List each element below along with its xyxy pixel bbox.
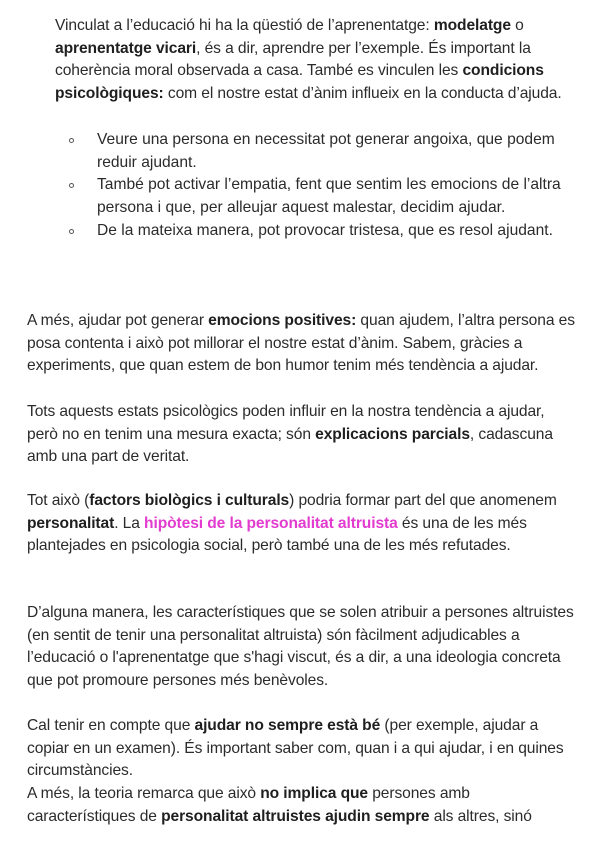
highlighted-term: hipòtesi de la personalitat altruista — [144, 514, 398, 532]
term-emocions-positives: emocions positives: — [208, 312, 357, 329]
term-personalitat: personalitat — [27, 514, 115, 532]
paragraph-positive-emotions: A més, ajudar pot generar emocions positives: quan ajudem, l’altra persona es posa contenta i això pot millorar el nostre estat d’ànim. Sabem, gràcies a experiments, que quan estem de bon humor tenim més tendència a ajudar. — [27, 312, 575, 375]
term-factors: factors biològics i culturals — [89, 492, 290, 509]
hollow-bullet-icon — [69, 138, 74, 143]
paragraph-personality: Tot això (factors biològics i culturals) podria formar part del que anomenem personalitat. La hipòtesi de la personalitat altruista és una de les més plantejades en psicologia social, però també una de les més refutades. — [27, 492, 557, 555]
term-condicions-psicologiques: condicions psicològiques: — [55, 62, 544, 103]
hollow-bullet-icon — [69, 229, 74, 234]
bullet-list — [55, 129, 580, 243]
list-item: De la mateixa manera, pot provocar tristesa, que es resol ajudant. — [55, 220, 580, 243]
paragraph-theory-remark: A més, la teoria remarca que això no implica que persones amb característiques de personalitat altruistes ajudin sempre als altres, sinó — [27, 785, 532, 825]
list-item: Veure una persona en necessitat pot generar angoixa, que podem reduir ajudant. — [55, 129, 580, 174]
paragraph-helping-not-always-good: Cal tenir en compte que ajudar no sempre està bé (per exemple, ajudar a copiar en un examen). És important saber com, quan i a qui ajudar, i en quines circumstàncies. — [27, 717, 564, 780]
paragraph-altruistic-traits: D’alguna manera, les característiques que se solen atribuir a persones altruistes (en sentit de tenir una personalitat altruista) són fàcilment adjudicables a l’educació o l'aprenentatge que s'hagi viscut, és a dir, a una ideologia concreta que pot promoure persones més benèvoles. — [27, 604, 574, 690]
list-item: També pot activar l’empatia, fent que sentim les emocions de l’altra persona i que, per alleujar aquest malestar, decidim ajudar. — [55, 174, 580, 219]
paragraph-learning: Vinculat a l’educació hi ha la qüestió de l’aprenentatge: modelatge o aprenentatge vicari, és a dir, aprendre per l’exemple. És important la coherència moral observada a casa. També es vinculen les condicions psicològiques: com el nostre estat d’ànim influeix en la conducta d’ajuda. — [55, 17, 562, 103]
term-personalitat-altruistes: personalitat altruistes ajudin sempre — [161, 807, 430, 825]
term-explicacions-parcials: explicacions parcials — [315, 425, 470, 443]
hollow-bullet-icon — [69, 183, 74, 188]
term-no-implica: no implica que — [260, 785, 368, 802]
paragraph-partial-explanations: Tots aquests estats psicològics poden influir en la nostra tendència a ajudar, però no en tenim una mesura exacta; són explicacions parcials, cadascuna amb una part de veritat. — [27, 403, 553, 466]
term-aprenentatge-vicari: aprenentatge vicari — [55, 39, 197, 57]
term-modelatge: modelatge — [433, 17, 511, 34]
term-ajudar-no-sempre: ajudar no sempre està bé — [194, 717, 381, 734]
